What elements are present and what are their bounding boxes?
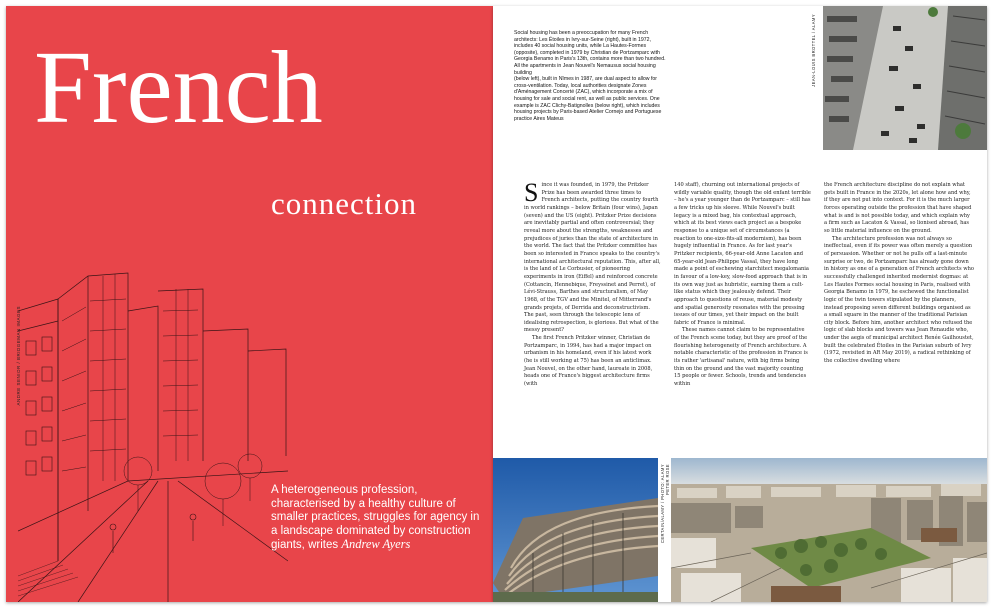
photo-credit-bottom-left: CERTAIN/ALAMY / PHOTO: ALAMY <box>660 464 665 544</box>
page-title: French <box>34 30 323 145</box>
nemausus-nimes-photo <box>493 458 658 602</box>
article-column-1: Since it was founded, in 1979, the Pritzker Prize has been awarded three times to French architects, putting the country fourth in world rankings – below Britain (four wins), Japan (seven) and the US (eight). Pritzker Prize decisions are inevitably partial and often controversial; they reveal more about the strengths, weaknesses and prejudices of juries than the state of architecture in the world. The fact that the Pritzker committee has been so interested in France speaks to the country's international architectural reputation. This, after all, is the land of Le Corbusier, of pioneering experiments in iron (Eiffel) and reinforced concrete (Cottancin, Hennebique, Freyssinet and Perret), of Lévi-Strauss, Barthes and structuralism, of May 1968, of the TGV and the Minitel, of Mitterrand's grands projets, of Derrida and deconstructivism. The past, seen through the telescopic lens of idealising retrospection, is glorious. But what of the messy present? The first French Pritzker winner, Christian de Portzamparc, in 1994, has had a major impact on urbanism in his homeland, even if his latest work (he is still working at 75) has been an anticlimax. Jean Nouvel, on the other hand, laureate in 2008, heads one of France's biggest architecture firms (with <box>524 178 661 388</box>
standfirst: A heterogeneous profession, characterised by a healthy culture of smaller practices, struggles for agency in a landscape dominated by construction giants, writes Andrew Ayers <box>271 484 480 551</box>
photo-caption: Social housing has been a preoccupation for many French architects: Les Étoiles in Ivry-sur-Seine (right), built in 1972, includes 40 social housing units, while La Hautes-Formes (opposite), completed in 1979 by Christian de Portzamparc with Georgia Benamo in Paris's 13th, contains more than two hundred. All the apartments in Jean Nouvel's Nemausus social housing building (below left), built in Nîmes in 1987, are dual aspect to allow for cross-ventilation. Today, local authorities designate Zones d'Aménagement Concerté (ZAC), which incorporate a mix of housing for sale and social rent, as well as public services. One example is ZAC Clichy-Batignolles (below right), which includes housing projects by Paris-based Atelier Cornejo and Portuguese practice Aires Mateus <box>514 30 666 122</box>
author-name: Andrew Ayers <box>341 537 411 551</box>
clichy-batignolles-aerial-photo <box>671 458 987 602</box>
right-page <box>493 6 987 602</box>
etoiles-ivry-photo <box>823 6 987 150</box>
article-body <box>524 178 979 450</box>
drop-cap: S <box>524 178 539 207</box>
article-column-2: 140 staff), churning out international projects of wildly variable quality, though the old enfant terrible – he's a year younger than de Portzamparc – still has a few tricks up his sleeve. While Nouvel's built legacy is a mixed bag, his contextual approach, which at its best views each project as a bespoke response to a unique set of circumstances (a reaction to one-size-fits-all modernism), has been hugely influential in France. As for last year's Pritzker recipients, 66-year-old Anne Lacaton and 65-year-old Jean-Philippe Vassal, they have long made a point of eschewing starchitect megalomania in favour of a low-key, slow-food approach that is in its own way just as hubristic, earning them a cult-like status which they jealously defend. Their approach to questions of reuse, material modesty and spatial generosity resonates with the pressing issues of our times, yet their impact on the built fabric of France is minimal. These names cannot claim to be representative of the French scene today, but they are proof of the flourishing heterogeneity of French architecture. A notable characteristic of the profession in France is its rather 'artisanal' nature, with big firms being thin on the ground and the vast majority counting 15 people or fewer. Schools, trends and tendencies within <box>674 182 811 388</box>
photo-credit-bottom-right: PETER ROSE <box>665 464 670 495</box>
street-sketch-illustration <box>18 181 288 602</box>
photo-credit-top: JEAN-LOUIS BROTTEL / ALAMY <box>811 14 816 87</box>
left-page <box>6 6 493 602</box>
photo-credit-left: ANDRE SENIOR / BRIDGEMAN IMAGES <box>16 306 21 406</box>
article-column-3: the French architecture discipline do not explain what gets built in France in the 2020s, let alone how and why, if they are not put into context. For it is the much larger forces operating outside the profession that have shaped what is and is not possible today, and which explain why a firm such as Lacaton & Vassal, so lionised abroad, has so little material influence on the ground. The architecture profession was not always so ineffectual, even if its power was often merely a question of persuasion. Whether or not he pulls off a last-minute surprise or two, de Portzamparc has already gone down in history as one of a generation of French architects who successfully challenged inherited modernist dogmas: at Les Hautes Formes social housing in Paris, realised with Georgia Benamo in 1979, he eschewed the functionalist logic of the twin towers stipulated by the planners, instead proposing seven different buildings organised as a small square in the manner of the traditional Parisian city block. Before him, another architect who refused the logic of slab blocks and towers was Jean Renaudie who, under the aegis of municipal architect Renée Gailhoustet, built the celebrated Étoiles in the Parisian suburb of Ivry (1972, revisited in AR May 2019), a radical rethinking of the collective dwelling where <box>824 182 974 365</box>
page-subtitle: connection <box>271 186 418 221</box>
